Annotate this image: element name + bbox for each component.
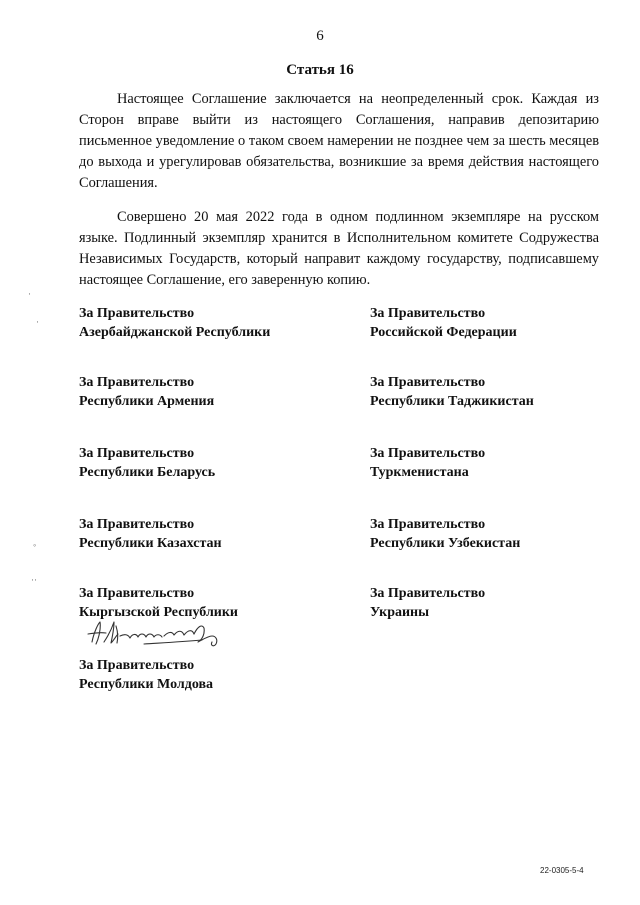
signatory-label: За Правительство [79,306,195,321]
handwritten-signature [84,616,234,650]
signatory-azerbaijan [79,304,270,342]
document-code: 22-0305-5-4 [540,866,584,875]
signatory-armenia [79,373,214,411]
signatory-country: Украины [370,605,430,620]
margin-mark: ◦ [33,540,37,550]
signatory-country: Республики Молдова [79,677,214,692]
signatory-kazakhstan [79,515,222,553]
signatory-label: За Правительство [370,517,486,532]
signatory-label: За Правительство [79,517,195,532]
signatory-label: За Правительство [370,586,486,601]
paragraph-term: Настоящее Соглашение заключается на неопределенный срок. Каждая из Сторон вправе выйти из настоящего Соглашения, направив депозитарию письменное уведомление о таком своем намерении не позднее чем за шесть месяцев до выхода и урегулировав обязательства, возникшие за время действия настоящего Соглашения. [79,91,599,191]
margin-mark: · [28,289,31,299]
signatory-label: За Правительство [79,375,195,390]
signatory-uzbekistan [370,515,520,553]
signatory-label: За Правительство [370,375,486,390]
signatory-moldova [79,656,213,694]
margin-mark: ·· [31,575,37,585]
signatory-country: Республики Узбекистан [370,536,521,551]
signatory-country: Азербайджанской Республики [79,325,271,340]
signatory-country: Российской Федерации [370,325,517,340]
signatory-turkmenistan [370,444,485,482]
signatory-country: Республики Казахстан [79,536,222,551]
signatory-russia [370,304,517,342]
signatory-label: За Правительство [370,446,486,461]
signatory-belarus [79,444,215,482]
signatory-country: Республики Беларусь [79,465,216,480]
signatory-label: За Правительство [370,306,486,321]
signatory-label: За Правительство [79,446,195,461]
signatory-country: Республики Армения [79,394,215,409]
signatory-country: Кыргызской Республики [79,605,238,620]
signatory-label: За Правительство [79,586,195,601]
paragraph-done: Совершено 20 мая 2022 года в одном подлинном экземпляре на русском языке. Подлинный экземпляр хранится в Исполнительном комитете Содружества Независимых Государств, который направит каждому государству, подписавшему настоящее Соглашение, его заверенную копию. [79,209,599,288]
article-title: Статья 16 [286,62,354,78]
signatory-tajikistan [370,373,534,411]
signatory-label: За Правительство [79,658,195,673]
page-number: 6 [316,28,324,44]
signatory-ukraine [370,584,485,622]
signatory-country: Республики Таджикистан [370,394,534,409]
signatory-country: Туркменистана [370,465,469,480]
margin-mark: · [36,317,39,327]
